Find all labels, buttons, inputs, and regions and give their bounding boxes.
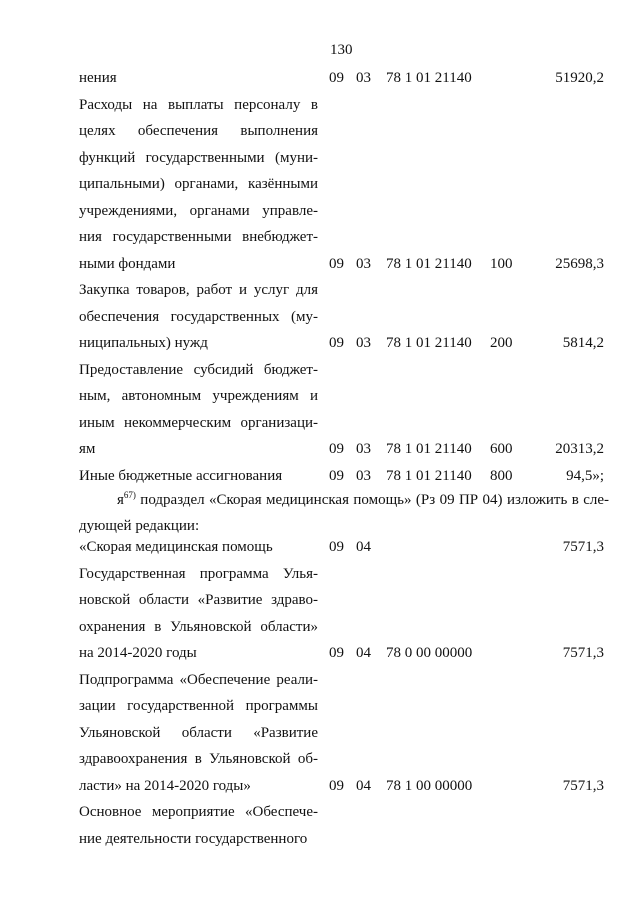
row-description: на 2014-2020 годы — [79, 645, 197, 661]
row-description: Государственная программа Улья- — [79, 565, 318, 582]
row-amount: 20313,2 — [555, 441, 604, 457]
paragraph-text-1: подраздел «Скорая медицинская помощь» (Рз 09 ПР 04) изложить в сле- — [135, 492, 609, 508]
row-description: обеспечения государственных (му- — [79, 308, 318, 325]
code-podrazdel: 03 — [356, 70, 371, 86]
table-line — [0, 617, 640, 637]
code-razdel: 09 — [329, 255, 344, 272]
table-line — [0, 439, 640, 459]
row-description: зации государственной программы — [79, 698, 318, 714]
row-description: функций государственными (муни- — [79, 149, 318, 166]
row-description: ния государственными внебюджет- — [79, 229, 318, 245]
row-description: Иные бюджетные ассигнования — [79, 467, 283, 484]
code-expense-type: 800 — [490, 467, 513, 484]
table-line — [0, 280, 640, 300]
table-line — [0, 307, 640, 327]
table-line — [0, 333, 640, 353]
table-line — [0, 537, 640, 557]
row-description: ниципальных) нужд — [79, 335, 208, 351]
code-target-article: 78 0 00 00000 — [386, 645, 473, 661]
row-description: целях обеспечения выполнения — [79, 123, 318, 139]
row-description: ласти» на 2014-2020 годы» — [79, 777, 251, 794]
table-line — [0, 174, 640, 194]
table-line — [0, 696, 640, 716]
paragraph-letter: я — [117, 492, 124, 508]
table-line — [0, 201, 640, 221]
code-razdel: 09 — [329, 335, 344, 351]
table-line — [0, 386, 640, 406]
code-target-article: 78 1 01 21140 — [386, 467, 472, 484]
code-podrazdel: 03 — [356, 255, 371, 272]
table-line — [0, 749, 640, 769]
row-description: «Скорая медицинская помощь — [79, 539, 273, 555]
table-line — [0, 360, 640, 380]
table-line — [0, 254, 640, 274]
table-line — [0, 95, 640, 115]
row-description: Расходы на выплаты персоналу в — [79, 96, 318, 113]
table-line — [0, 68, 640, 88]
row-description: здравоохранения в Ульяновской об- — [79, 751, 318, 767]
row-description: Ульяновской области «Развитие — [79, 724, 318, 741]
row-amount: 7571,3 — [562, 645, 604, 661]
row-description: охранения в Ульяновской области» — [79, 618, 318, 635]
row-description: Закупка товаров, работ и услуг для — [79, 282, 318, 298]
table-line — [0, 829, 640, 849]
table-line — [0, 776, 640, 796]
code-podrazdel: 04 — [356, 539, 371, 555]
row-description: Подпрограмма «Обеспечение реали- — [79, 671, 318, 688]
row-amount: 25698,3 — [555, 255, 604, 272]
code-podrazdel: 03 — [356, 441, 371, 457]
code-razdel: 09 — [329, 777, 344, 794]
row-amount: 7571,3 — [562, 777, 604, 794]
code-expense-type: 100 — [490, 255, 513, 272]
row-description: иным некоммерческим организаци- — [79, 414, 318, 431]
code-podrazdel: 03 — [356, 335, 371, 351]
page-number: 130 — [330, 42, 353, 58]
row-amount: 94,5»; — [566, 467, 604, 484]
row-description: ям — [79, 441, 96, 457]
code-podrazdel: 04 — [356, 777, 371, 794]
row-amount: 7571,3 — [562, 539, 604, 555]
code-target-article: 78 1 01 21140 — [386, 70, 472, 86]
table-line — [0, 590, 640, 610]
paragraph-line-1 — [79, 482, 609, 513]
code-razdel: 09 — [329, 70, 344, 86]
table-line — [0, 121, 640, 141]
row-description: учреждениями, органами управле- — [79, 202, 318, 219]
code-target-article: 78 1 00 00000 — [386, 777, 473, 794]
table-line — [0, 802, 640, 822]
code-razdel: 09 — [329, 645, 344, 661]
amendment-paragraph — [79, 482, 609, 539]
table-line — [0, 643, 640, 663]
paragraph-line-2: дующей редакции: — [79, 518, 200, 534]
code-razdel: 09 — [329, 441, 344, 457]
row-description: ние деятельности государственного — [79, 830, 308, 847]
row-description: новской области «Развитие здраво- — [79, 592, 318, 608]
table-line — [0, 723, 640, 743]
code-razdel: 09 — [329, 539, 344, 555]
row-amount: 5814,2 — [562, 335, 604, 351]
paragraph-superscript: 67) — [123, 490, 136, 500]
row-amount: 51920,2 — [555, 70, 604, 86]
code-target-article: 78 1 01 21140 — [386, 255, 472, 272]
code-expense-type: 600 — [490, 441, 513, 457]
row-description: Предоставление субсидий бюджет- — [79, 361, 318, 378]
table-line — [0, 413, 640, 433]
row-description: ципальными) органами, казёнными — [79, 176, 318, 192]
row-description: ным, автономным учреждениям и — [79, 388, 318, 404]
table-line — [0, 227, 640, 247]
table-line — [0, 564, 640, 584]
code-podrazdel: 04 — [356, 645, 371, 661]
row-description: ными фондами — [79, 255, 176, 272]
table-line — [0, 670, 640, 690]
code-razdel: 09 — [329, 467, 344, 484]
code-target-article: 78 1 01 21140 — [386, 441, 472, 457]
code-expense-type: 200 — [490, 335, 513, 351]
code-podrazdel: 03 — [356, 467, 371, 484]
row-description: нения — [79, 70, 117, 86]
row-description: Основное мероприятие «Обеспече- — [79, 804, 318, 820]
code-target-article: 78 1 01 21140 — [386, 335, 472, 351]
table-line — [0, 148, 640, 168]
